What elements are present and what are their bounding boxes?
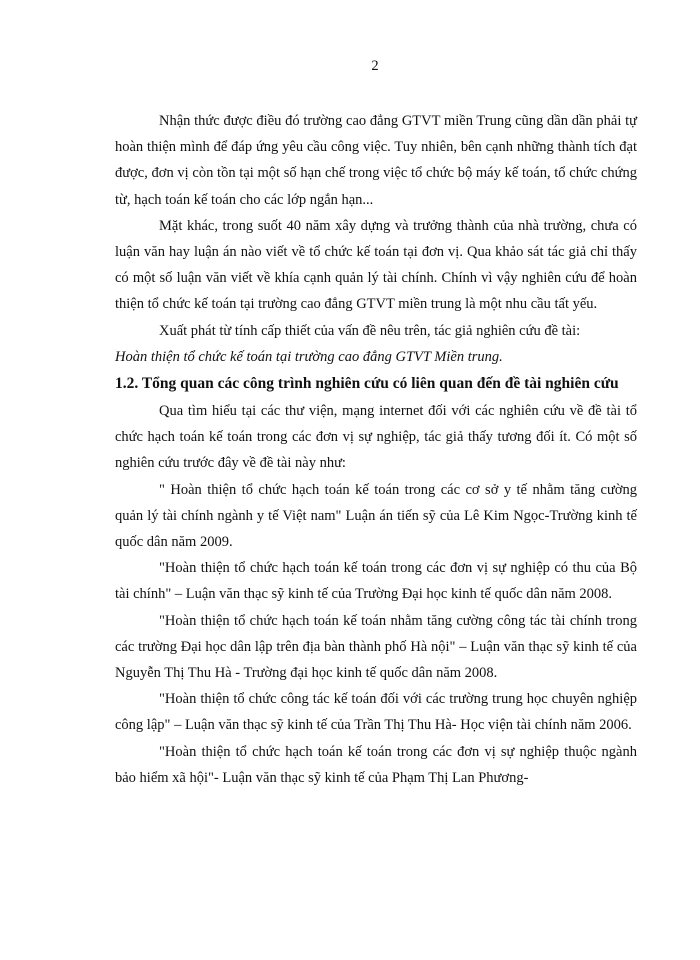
paragraph-awareness: Nhận thức được điều đó trường cao đẳng GTVT miền Trung cũng dần dần phải tự hoàn thiện mình để đáp ứng yêu cầu công việc. Tuy nhiên, bên cạnh những thành tích đạt được, đơn vị còn tồn tại một số hạn chế trong việc tổ chức bộ máy kế toán, tổ chức chứng từ, hạch toán kế toán cho các lớp ngắn hạn... xyxy=(115,113,637,208)
topic-title: Hoàn thiện tổ chức kế toán tại trường cao đẳng GTVT Miền trung. xyxy=(115,348,503,365)
paragraph-urgency: Xuất phát từ tính cấp thiết của vấn đề nêu trên, tác giả nghiên cứu đề tài: xyxy=(159,322,581,339)
reference-item: "Hoàn thiện tổ chức hạch toán kế toán trong các đơn vị sự nghiệp thuộc ngành bảo hiểm xã hội"- Luận văn thạc sỹ kinh tế của Phạm Thị Lan Phương- xyxy=(115,743,637,786)
reference-item: " Hoàn thiện tổ chức hạch toán kế toán trong các cơ sở y tế nhằm tăng cường quản lý tài chính ngành y tế Việt nam" Luận án tiến sỹ của Lê Kim Ngọc-Trường kinh tế quốc dân năm 2009. xyxy=(115,481,637,551)
reference-item: "Hoàn thiện tổ chức hạch toán kế toán nhằm tăng cường công tác tài chính trong các trường Đại học dân lập trên địa bàn thành phố Hà nội" – Luận văn thạc sỹ kinh tế của Nguyễn Thị Thu Hà - Trường đại học kinh tế quốc dân năm 2008. xyxy=(115,612,637,682)
reference-item: "Hoàn thiện tổ chức công tác kế toán đối với các trường trung học chuyên nghiệp công lập" – Luận văn thạc sỹ kinh tế của Trần Thị Thu Hà- Học viện tài chính năm 2006. xyxy=(115,691,637,734)
reference-item: "Hoàn thiện tổ chức hạch toán kế toán trong các đơn vị sự nghiệp có thu của Bộ tài chính" – Luận văn thạc sỹ kinh tế của Trường Đại học kinh tế quốc dân năm 2008. xyxy=(115,560,637,603)
paragraph-no-prior-research: Mặt khác, trong suốt 40 năm xây dựng và trưởng thành của nhà trường, chưa có luận văn hay luận án nào viết về tổ chức kế toán tại đơn vị. Qua khảo sát tác giả chỉ thấy có một số luận văn viết về khía cạnh quản lý tài chính. Chính vì vậy nghiên cứu để hoàn thiện tổ chức kế toán tại trường cao đẳng GTVT miền trung là một nhu cầu tất yếu. xyxy=(115,217,637,313)
paragraph-literature-intro: Qua tìm hiểu tại các thư viện, mạng internet đối với các nghiên cứu về đề tài tổ chức hạch toán kế toán trong các đơn vị sự nghiệp, tác giả thấy tương đối ít. Có một số nghiên cứu trước đây về đề tài này như: xyxy=(115,403,637,472)
section-heading: 1.2. Tổng quan các công trình nghiên cứu có liên quan đến đề tài nghiên cứu xyxy=(115,375,619,393)
page-number: 2 xyxy=(371,58,379,74)
document-body xyxy=(115,108,637,791)
